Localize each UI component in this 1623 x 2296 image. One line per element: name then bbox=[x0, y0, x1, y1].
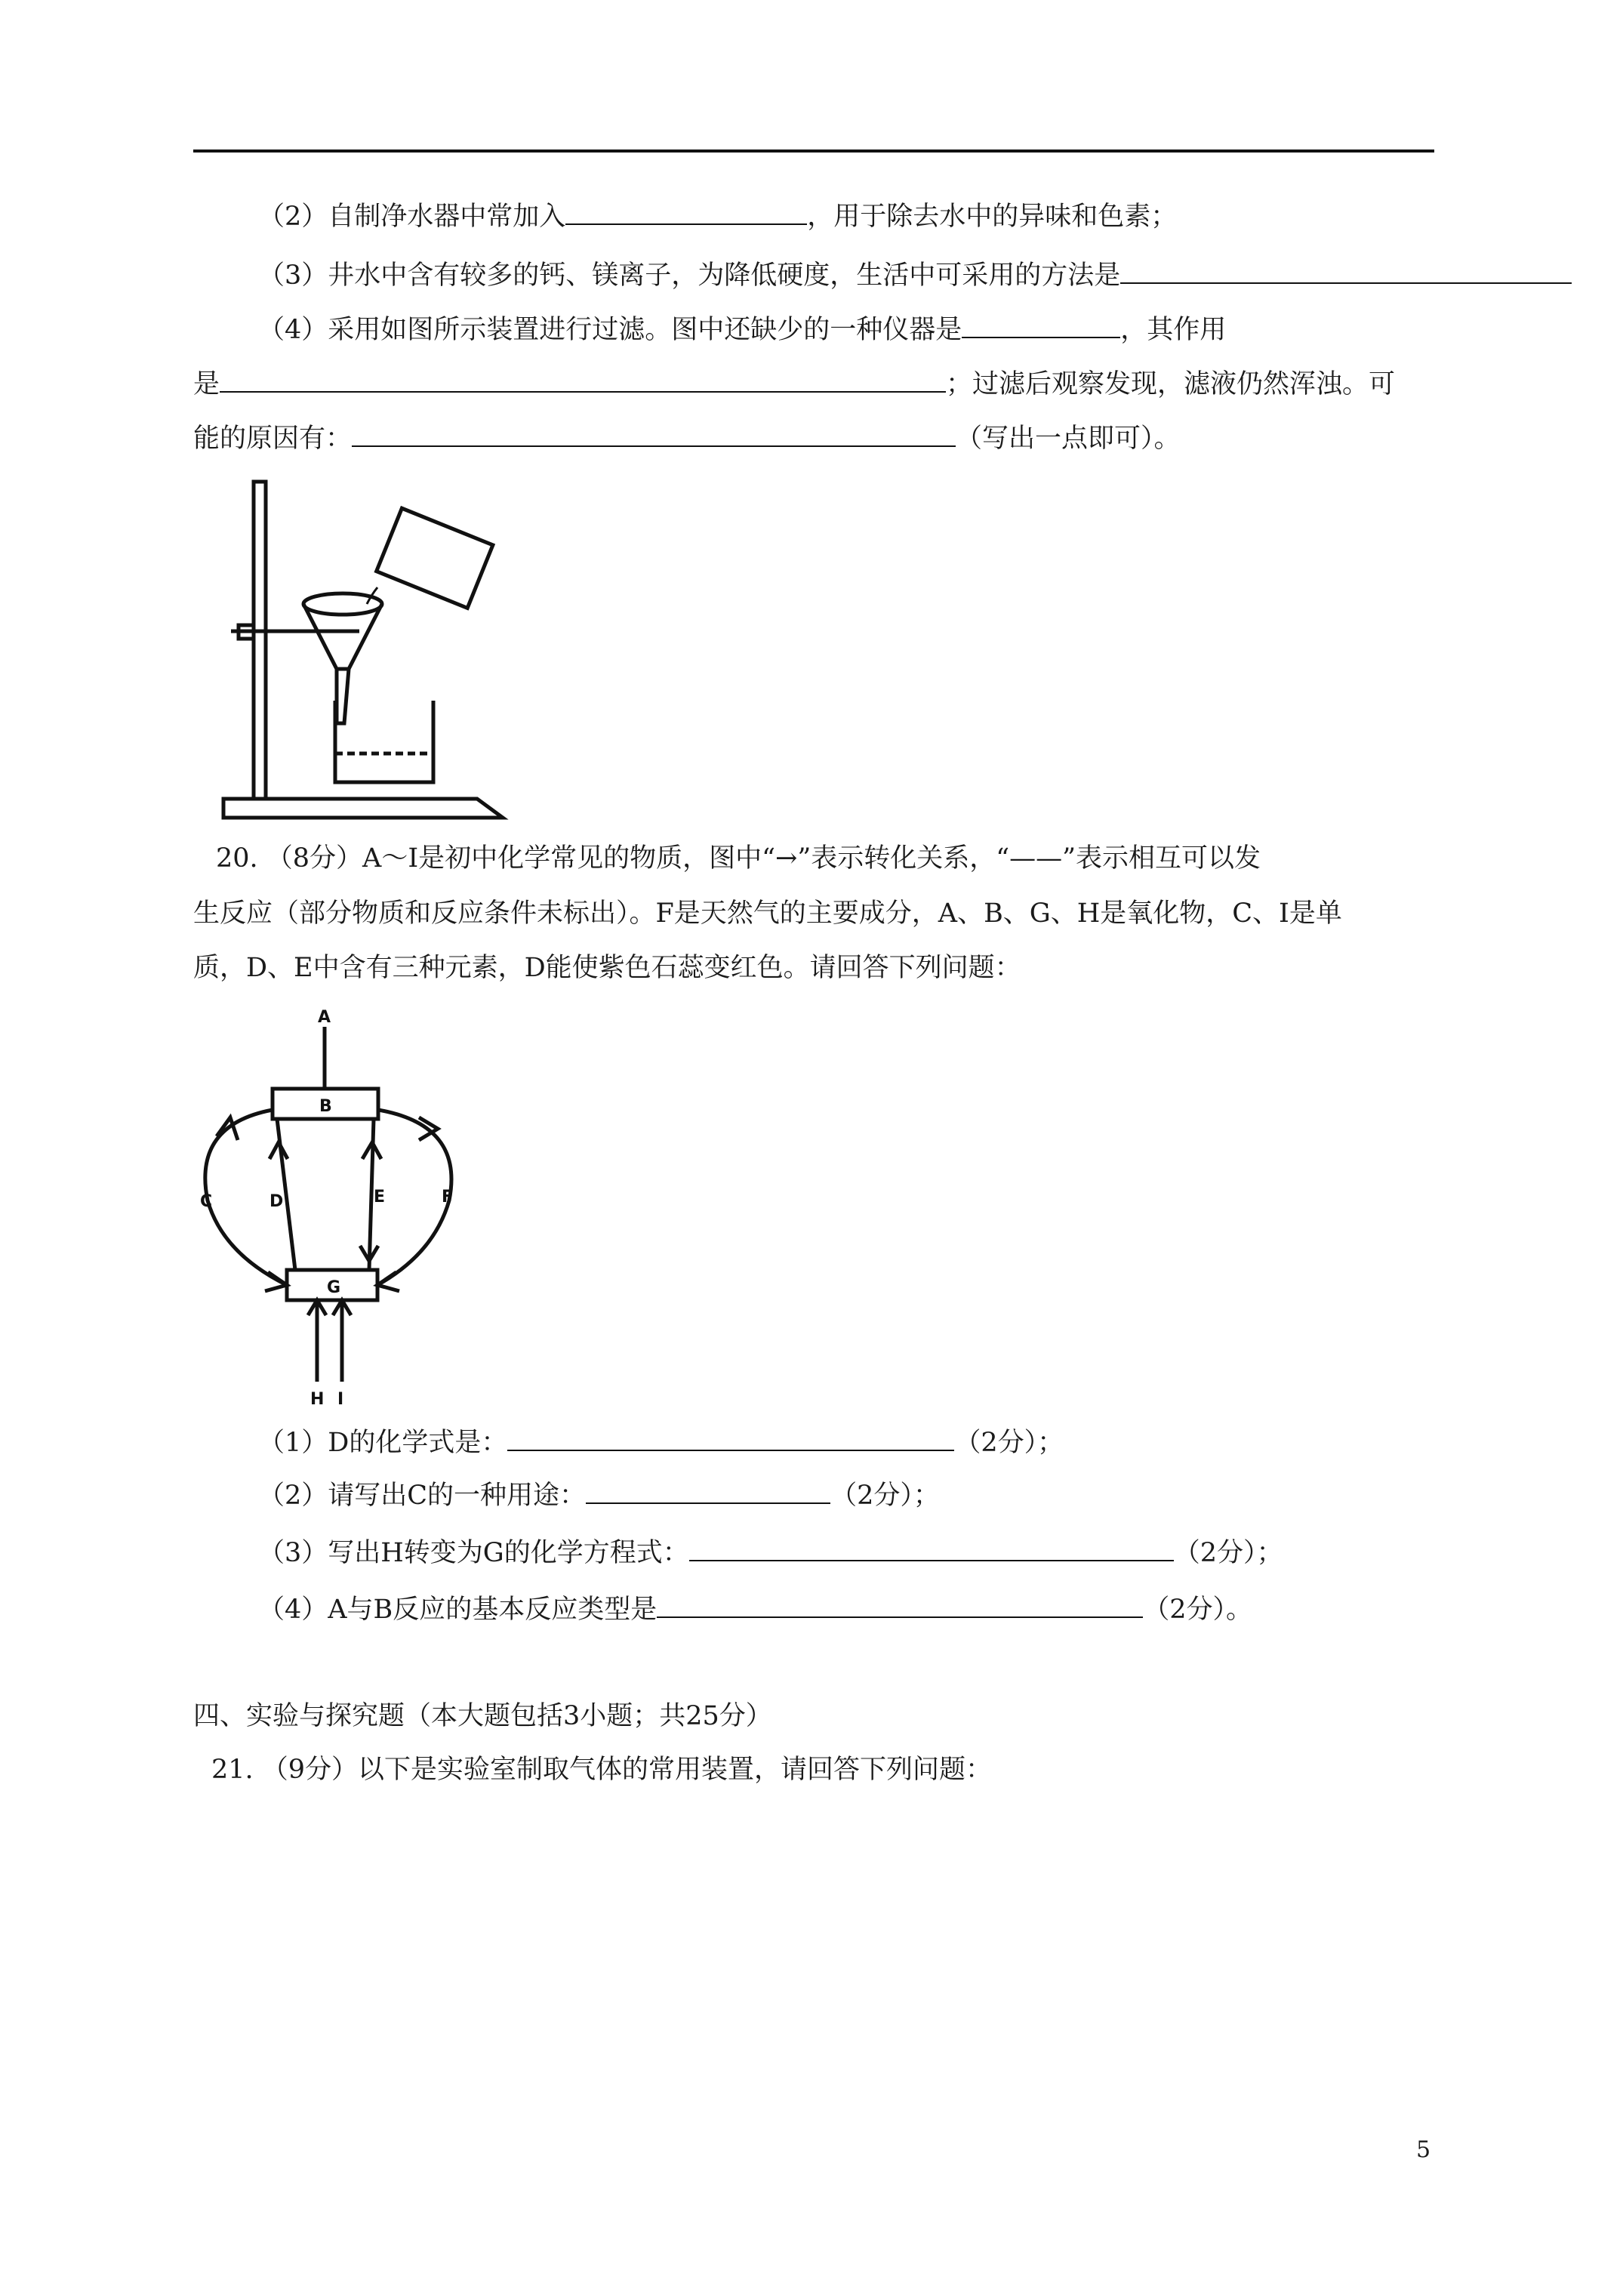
q20-sub1: （1）D的化学式是： （2分）； bbox=[258, 1424, 1064, 1459]
q20-sub4: （4）A与B反应的基本反应类型是 （2分）。 bbox=[258, 1591, 1252, 1626]
filtration-apparatus-figure bbox=[208, 474, 525, 821]
label-C: C bbox=[200, 1192, 213, 1211]
answer-blank[interactable] bbox=[962, 311, 1120, 338]
answer-blank[interactable] bbox=[220, 365, 946, 393]
q19-part3: （3）井水中含有较多的钙、镁离子，为降低硬度，生活中可采用的方法是 bbox=[258, 257, 1572, 292]
page-number: 5 bbox=[1416, 2137, 1431, 2163]
answer-blank[interactable] bbox=[565, 198, 807, 225]
answer-blank[interactable] bbox=[586, 1477, 830, 1504]
label-I: I bbox=[337, 1390, 344, 1409]
q20-intro-line1: 20. （8分）A～I是初中化学常见的物质，图中“→”表示转化关系，“——”表示相互可以发 bbox=[216, 843, 1261, 874]
q20-sub3: （3）写出H转变为G的化学方程式： （2分）； bbox=[258, 1534, 1283, 1570]
q19-part2: （2）自制净水器中常加入 ，用于除去水中的异味和色素； bbox=[258, 198, 1177, 233]
label-D: D bbox=[269, 1192, 284, 1211]
label-G: G bbox=[327, 1278, 341, 1297]
q20-intro-line3: 质，D、E中含有三种元素，D能使紫色石蕊变红色。请回答下列问题： bbox=[193, 953, 1021, 983]
pouring-beaker bbox=[377, 508, 493, 608]
header-rule bbox=[193, 149, 1434, 153]
label-E: E bbox=[374, 1188, 386, 1207]
q20-intro-line2: 生反应（部分物质和反应条件未标出）。F是天然气的主要成分，A、B、G、H是氧化物，C、I是单 bbox=[193, 898, 1342, 929]
answer-blank[interactable] bbox=[689, 1534, 1174, 1561]
substance-relation-diagram bbox=[192, 1004, 494, 1412]
label-F: F bbox=[442, 1188, 454, 1207]
answer-blank[interactable] bbox=[352, 420, 956, 447]
answer-blank[interactable] bbox=[507, 1424, 954, 1451]
section-4-heading: 四、实验与探究题（本大题包括3小题；共25分） bbox=[193, 1701, 772, 1731]
q19-part4-line3: 能的原因有： （写出一点即可）。 bbox=[193, 420, 1181, 455]
answer-blank[interactable] bbox=[657, 1591, 1143, 1618]
q19-part4-line2: 是 ；过滤后观察发现，滤液仍然浑浊。可 bbox=[193, 365, 1395, 401]
q21-intro: 21. （9分）以下是实验室制取气体的常用装置，请回答下列问题： bbox=[211, 1755, 993, 1785]
stand-base bbox=[223, 799, 503, 818]
label-H: H bbox=[310, 1390, 325, 1409]
q20-sub2: （2）请写出C的一种用途： （2分）； bbox=[258, 1477, 940, 1512]
curve-F bbox=[377, 1110, 454, 1285]
receiving-beaker bbox=[335, 701, 433, 782]
label-A: A bbox=[318, 1008, 331, 1027]
q19-part4-line1: （4）采用如图所示装置进行过滤。图中还缺少的一种仪器是 ，其作用 bbox=[258, 311, 1226, 347]
answer-blank[interactable] bbox=[1120, 257, 1572, 284]
label-B: B bbox=[319, 1097, 332, 1116]
funnel-stem bbox=[337, 669, 349, 723]
